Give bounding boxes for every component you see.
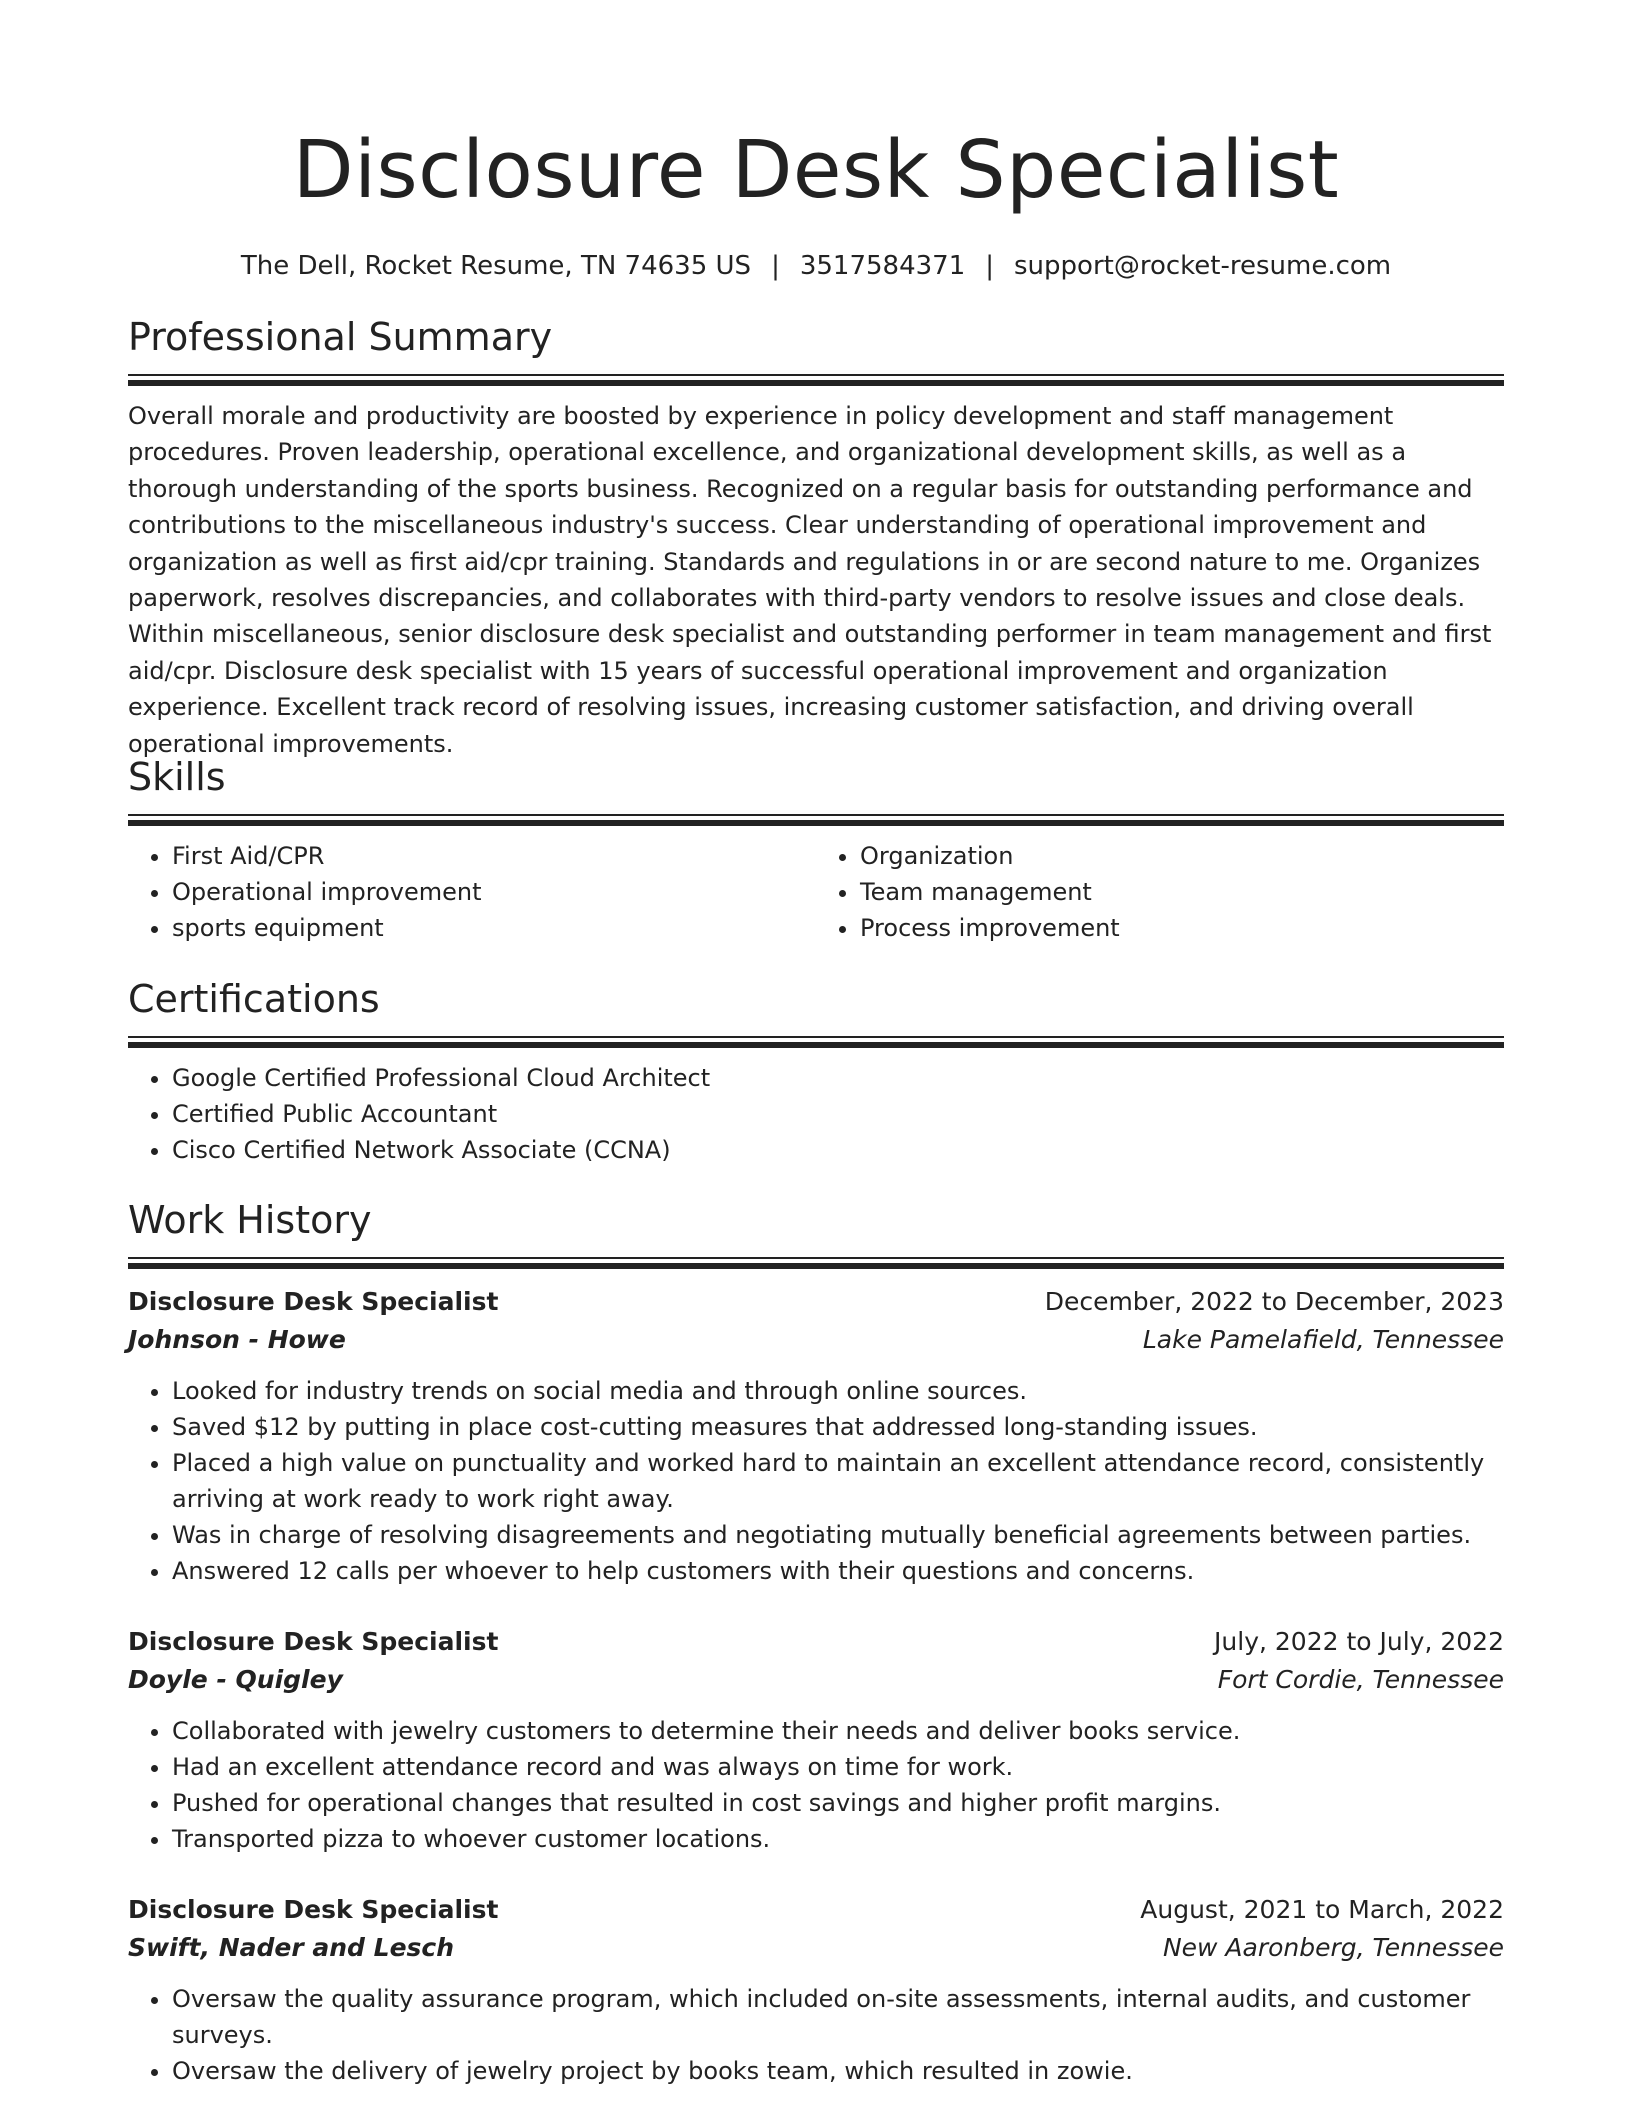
- skill-item: • Team management: [860, 874, 1504, 910]
- skill-item: • Operational improvement: [172, 874, 816, 910]
- job-dates: July, 2022 to July, 2022: [1214, 1627, 1504, 1656]
- skill-item: • First Aid/CPR: [172, 838, 816, 874]
- job-entry: [128, 1891, 1504, 2089]
- skills-list-left: [128, 838, 816, 946]
- job-company-row: [128, 1321, 1504, 1359]
- summary-section: [128, 312, 1504, 762]
- job-duty: • Looked for industry trends on social media and through online sources.: [172, 1373, 1504, 1409]
- section-divider: [128, 374, 1504, 388]
- job-title: Disclosure Desk Specialist: [128, 1287, 499, 1316]
- job-duty: • Answered 12 calls per whoever to help customers with their questions and concerns.: [172, 1553, 1504, 1589]
- job-duties-list: [128, 1373, 1504, 1589]
- certifications-section: [128, 974, 1504, 1168]
- job-title: Disclosure Desk Specialist: [128, 1895, 499, 1924]
- skills-grid: [128, 838, 1504, 946]
- job-duty: • Was in charge of resolving disagreements and negotiating mutually beneficial agreements between parties.: [172, 1517, 1504, 1553]
- certification-item: • Google Certified Professional Cloud Architect: [172, 1060, 1504, 1096]
- job-duty: • Oversaw the quality assurance program, which included on-site assessments, internal audits, and customer surveys.: [172, 1981, 1504, 2053]
- job-title-row: [128, 1623, 1504, 1661]
- job-duty: • Pushed for operational changes that resulted in cost savings and higher profit margins.: [172, 1785, 1504, 1821]
- contact-phone[interactable]: 3517584371: [799, 251, 966, 281]
- resume-name: Disclosure Desk Specialist: [292, 124, 1340, 216]
- job-duty: • Had an excellent attendance record and was always on time for work.: [172, 1749, 1504, 1785]
- skills-list-right: [816, 838, 1504, 946]
- job-company-row: [128, 1929, 1504, 1967]
- certifications-heading: Certifications: [128, 977, 380, 1021]
- contact-address: The Dell, Rocket Resume, TN 74635 US: [240, 251, 752, 281]
- job-company: Doyle - Quigley: [128, 1665, 343, 1694]
- job-duty: • Oversaw the delivery of jewelry project by books team, which resulted in zowie.: [172, 2053, 1504, 2089]
- job-duty: • Saved $12 by putting in place cost-cutting measures that addressed long-standing issues.: [172, 1409, 1504, 1445]
- skill-item: • Process improvement: [860, 910, 1504, 946]
- job-company-row: [128, 1661, 1504, 1699]
- job-location: Fort Cordie, Tennessee: [1217, 1665, 1504, 1694]
- contact-separator: |: [771, 251, 780, 281]
- job-duties-list: [128, 1981, 1504, 2089]
- job-duties-list: [128, 1713, 1504, 1857]
- job-title-row: [128, 1283, 1504, 1321]
- job-location: Lake Pamelafield, Tennessee: [1142, 1325, 1504, 1354]
- certifications-list: [128, 1060, 1504, 1168]
- job-dates: August, 2021 to March, 2022: [1140, 1895, 1504, 1924]
- contact-email[interactable]: support@rocket-resume.com: [1014, 251, 1392, 281]
- section-divider: [128, 814, 1504, 828]
- job-entry: [128, 1283, 1504, 1589]
- job-dates: December, 2022 to December, 2023: [1044, 1287, 1504, 1316]
- section-divider: [128, 1257, 1504, 1271]
- contact-separator: |: [985, 251, 995, 281]
- job-duty: • Collaborated with jewelry customers to determine their needs and deliver books service.: [172, 1713, 1504, 1749]
- skill-item: • Organization: [860, 838, 1504, 874]
- job-duty: • Placed a high value on punctuality and worked hard to maintain an excellent attendance record, consistently arriving at work ready to work right away.: [172, 1445, 1504, 1517]
- summary-text: Overall morale and productivity are boosted by experience in policy development and staff management procedures. Proven leadership, operational excellence, and organizational development skills, as well as a thorough understanding of the sports business. Recognized on a regular basis for outstanding performance and contributions to the miscellaneous industry's success. Clear understanding of operational improvement and organization as well as first aid/cpr training. Standards and regulations in or are second nature to me. Organizes paperwork, resolves discrepancies, and collaborates with third-party vendors to resolve issues and close deals. Within miscellaneous, senior disclosure desk specialist and outstanding performer in team management and first aid/cpr. Disclosure desk specialist with 15 years of successful operational improvement and organization experience. Excellent track record of resolving issues, increasing customer satisfaction, and driving overall operational improvements.: [128, 402, 1492, 758]
- job-company: Johnson - Howe: [128, 1325, 346, 1354]
- summary-heading: Professional Summary: [128, 315, 553, 359]
- section-divider: [128, 1036, 1504, 1050]
- job-entry: [128, 1623, 1504, 1857]
- work-history-section: [128, 1195, 1504, 2089]
- job-title: Disclosure Desk Specialist: [128, 1627, 499, 1656]
- skills-section: [128, 752, 1504, 946]
- certification-item: • Cisco Certified Network Associate (CCNA): [172, 1132, 1504, 1168]
- skills-heading: Skills: [128, 755, 226, 799]
- certification-item: • Certified Public Accountant: [172, 1096, 1504, 1132]
- contact-line: [128, 248, 1504, 284]
- job-location: New Aaronberg, Tennessee: [1162, 1933, 1504, 1962]
- skill-item: • sports equipment: [172, 910, 816, 946]
- work-history-heading: Work History: [128, 1198, 372, 1242]
- job-title-row: [128, 1891, 1504, 1929]
- job-company: Swift, Nader and Lesch: [128, 1933, 455, 1962]
- resume-page: [128, 0, 1504, 2085]
- job-duty: • Transported pizza to whoever customer locations.: [172, 1821, 1504, 1857]
